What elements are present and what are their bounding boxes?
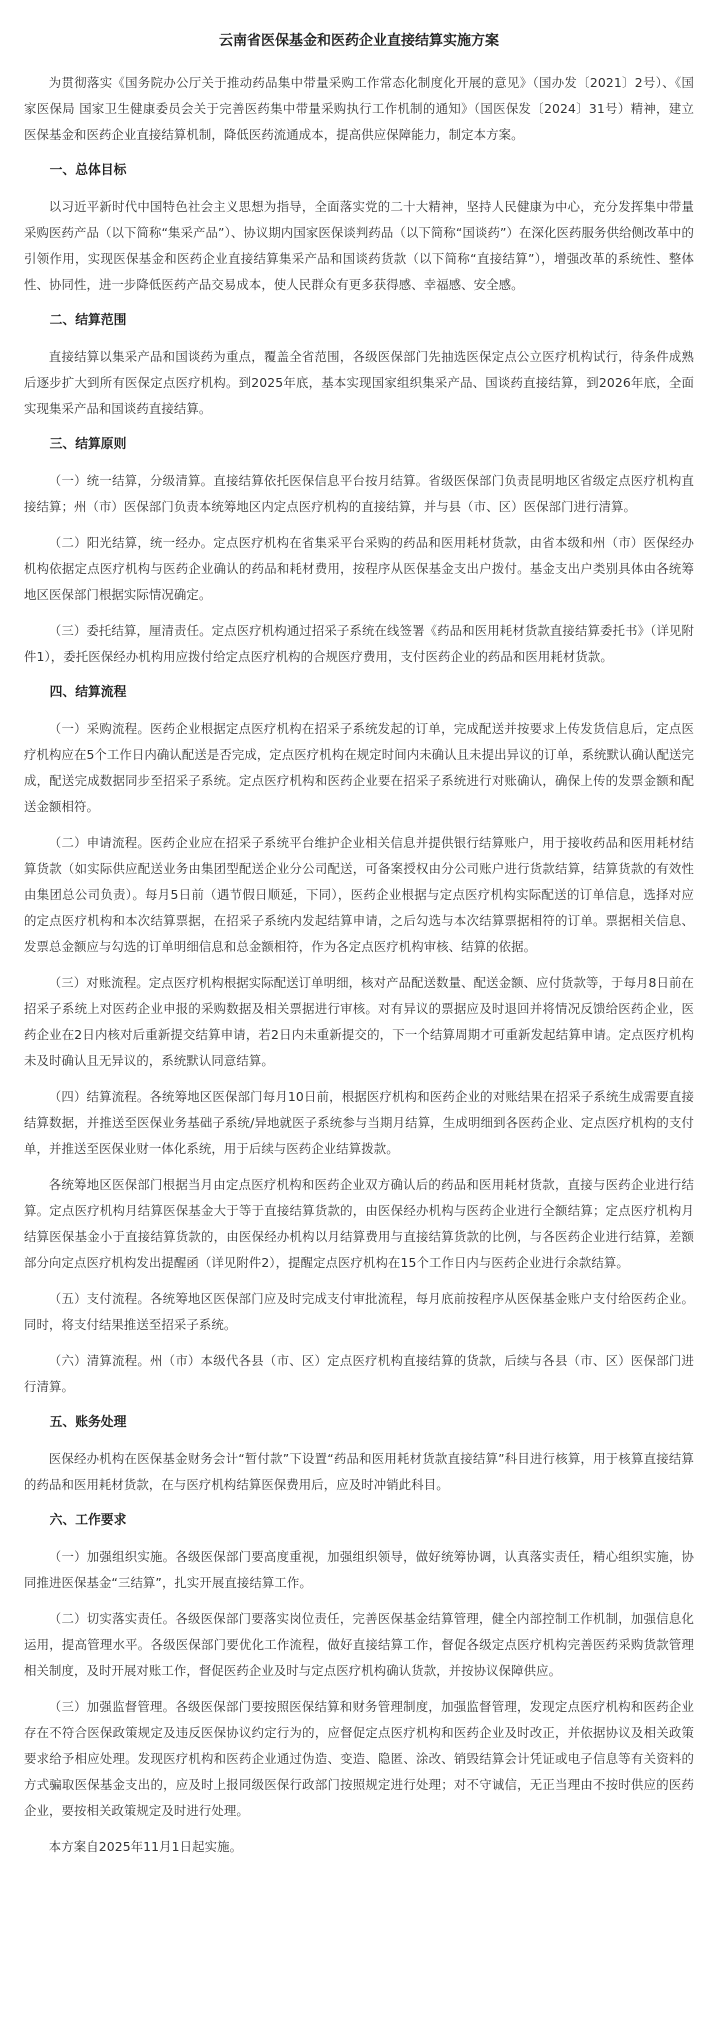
paragraph: （四）结算流程。各统筹地区医保部门每月10日前，根据医疗机构和医药企业的对账结果在招采子系统生成需要直接结算数据，并推送至医保业务基础子系统/异地就医子系统参与当期月结算，生成明细到各医药企业、定点医疗机构的支付单，并推送至医保业财一体化系统，用于后续与医药企业结算拨款。 xyxy=(24,1089,694,1156)
paragraph: 直接结算以集采产品和国谈药为重点，覆盖全省范围，各级医保部门先抽选医保定点公立医疗机构试行，待条件成熟后逐步扩大到所有医保定点医疗机构。到2025年底，基本实现国家组织集采产品、国谈药直接结算，到2026年底，全面实现集采产品和国谈药直接结算。 xyxy=(24,349,694,416)
paragraph: 各统筹地区医保部门根据当月由定点医疗机构和医药企业双方确认后的药品和医用耗材货款，直接与医药企业进行结算。定点医疗机构月结算医保基金大于等于直接结算货款的，由医保经办机构与医药企业进行全额结算；定点医疗机构月结算医保基金小于直接结算货款的，由医保经办机构以月结算费用与直接结算货款的比例，与各医药企业进行结算，差额部分向定点医疗机构发出提醒函（详见附件2），提醒定点医疗机构在15个工作日内与医药企业进行余款结算。 xyxy=(24,1177,694,1270)
page-title: 云南省医保基金和医药企业直接结算实施方案 xyxy=(219,33,499,49)
intro-paragraph: 为贯彻落实《国务院办公厅关于推动药品集中带量采购工作常态化制度化开展的意见》（国办发〔2021〕2号）、《国家医保局 国家卫生健康委员会关于完善医药集中带量采购执行工作机制的通知》（国医保发〔2024〕31号）精神，建立医保基金和医药企业直接结算机制，降低医药流通成本，提高供应保障能力，制定本方案。 xyxy=(24,75,694,142)
paragraph: （一）统一结算，分级清算。直接结算依托医保信息平台按月结算。省级医保部门负责昆明地区省级定点医疗机构直接结算；州（市）医保部门负责本统筹地区内定点医疗机构的直接结算，并与县（市、区）医保部门进行清算。 xyxy=(24,473,694,514)
paragraph: （五）支付流程。各统筹地区医保部门应及时完成支付审批流程，每月底前按程序从医保基金账户支付给医药企业。同时，将支付结果推送至招采子系统。 xyxy=(24,1291,694,1332)
paragraph: 医保经办机构在医保基金财务会计“暂付款”下设置“药品和医用耗材货款直接结算”科目进行核算，用于核算直接结算的药品和医用耗材货款，在与医疗机构结算医保费用后，应及时冲销此科目。 xyxy=(24,1451,694,1492)
section-heading-overall-goal: 一、总体目标 xyxy=(49,163,127,178)
paragraph: （二）切实落实责任。各级医保部门要落实岗位责任，完善医保基金结算管理，健全内部控制工作机制，加强信息化运用，提高管理水平。各级医保部门要优化工作流程，做好直接结算工作，督促各级定点医疗机构完善医药采购货款管理相关制度，及时开展对账工作，督促医药企业及时与定点医疗机构确认货款，并按协议保障供应。 xyxy=(24,1611,694,1678)
closing-paragraph: 本方案自2025年11月1日起实施。 xyxy=(48,1839,243,1854)
paragraph: （六）清算流程。州（市）本级代各县（市、区）定点医疗机构直接结算的货款，后续与各县（市、区）医保部门进行清算。 xyxy=(24,1353,694,1394)
section-heading-settlement-scope: 二、结算范围 xyxy=(49,313,127,328)
paragraph: （一）采购流程。医药企业根据定点医疗机构在招采子系统发起的订单，完成配送并按要求上传发货信息后，定点医疗机构应在5个工作日内确认配送是否完成，定点医疗机构在规定时间内未确认且未提出异议的订单，系统默认确认配送完成，配送完成数据同步至招采子系统。定点医疗机构和医药企业要在招采子系统进行对账确认，确保上传的发票金额和配送金额相符。 xyxy=(24,721,694,814)
section-heading-settlement-principles: 三、结算原则 xyxy=(49,437,127,452)
paragraph: 以习近平新时代中国特色社会主义思想为指导，全面落实党的二十大精神，坚持人民健康为中心，充分发挥集中带量采购医药产品（以下简称“集采产品”）、协议期内国家医保谈判药品（以下简称“国谈药”）在深化医药服务供给侧改革中的引领作用，实现医保基金和医药企业直接结算集采产品和国谈药货款（以下简称“直接结算”），增强改革的系统性、整体性、协同性，进一步降低医药产品交易成本，使人民群众有更多获得感、幸福感、安全感。 xyxy=(24,199,694,292)
paragraph: （三）委托结算，厘清责任。定点医疗机构通过招采子系统在线签署《药品和医用耗材货款直接结算委托书》（详见附件1），委托医保经办机构用应拨付给定点医疗机构的合规医疗费用，支付医药企业的药品和医用耗材货款。 xyxy=(24,623,694,664)
paragraph: （三）对账流程。定点医疗机构根据实际配送订单明细，核对产品配送数量、配送金额、应付货款等，于每月8日前在招采子系统上对医药企业申报的采购数据及相关票据进行审核。对有异议的票据应及时退回并将情况反馈给医药企业，医药企业在2日内核对后重新提交结算申请，若2日内未重新提交的，下一个结算周期才可重新发起结算申请。定点医疗机构未及时确认且无异议的，系统默认同意结算。 xyxy=(24,975,694,1068)
section-heading-accounting: 五、账务处理 xyxy=(49,1415,127,1430)
paragraph: （三）加强监督管理。各级医保部门要按照医保结算和财务管理制度，加强监督管理，发现定点医疗机构和医药企业存在不符合医保政策规定及违反医保协议约定行为的，应督促定点医疗机构和医药企业及时改正，并依据协议及相关政策要求给予相应处理。发现医疗机构和医药企业通过伪造、变造、隐匿、涂改、销毁结算会计凭证或电子信息等有关资料的方式骗取医保基金支出的，应及时上报同级医保行政部门按照规定进行处理；对不守诚信，无正当理由不按时供应的医药企业，要按相关政策规定及时进行处理。 xyxy=(24,1699,694,1818)
paragraph: （二）阳光结算，统一经办。定点医疗机构在省集采平台采购的药品和医用耗材货款，由省本级和州（市）医保经办机构依据定点医疗机构与医药企业确认的药品和耗材费用，按程序从医保基金支出户拨付。基金支出户类别具体由各统筹地区医保部门根据实际情况确定。 xyxy=(24,535,694,602)
section-heading-work-requirements: 六、工作要求 xyxy=(49,1513,127,1528)
paragraph: （二）申请流程。医药企业应在招采子系统平台维护企业相关信息并提供银行结算账户，用于接收药品和医用耗材结算货款（如实际供应配送业务由集团型配送企业分公司配送，可备案授权由分公司账户进行货款结算，结算货款的有效性由集团总公司负责）。每月5日前（遇节假日顺延，下同），医药企业根据与定点医疗机构实际配送的订单信息，选择对应的定点医疗机构和本次结算票据，在招采子系统内发起结算申请，之后勾选与本次结算票据相符的订单。票据相关信息、发票总金额应与勾选的订单明细信息和总金额相符，作为各定点医疗机构审核、结算的依据。 xyxy=(24,835,694,954)
paragraph: （一）加强组织实施。各级医保部门要高度重视，加强组织领导，做好统筹协调，认真落实责任，精心组织实施，协同推进医保基金“三结算”，扎实开展直接结算工作。 xyxy=(24,1549,694,1590)
section-heading-settlement-process: 四、结算流程 xyxy=(49,685,127,700)
